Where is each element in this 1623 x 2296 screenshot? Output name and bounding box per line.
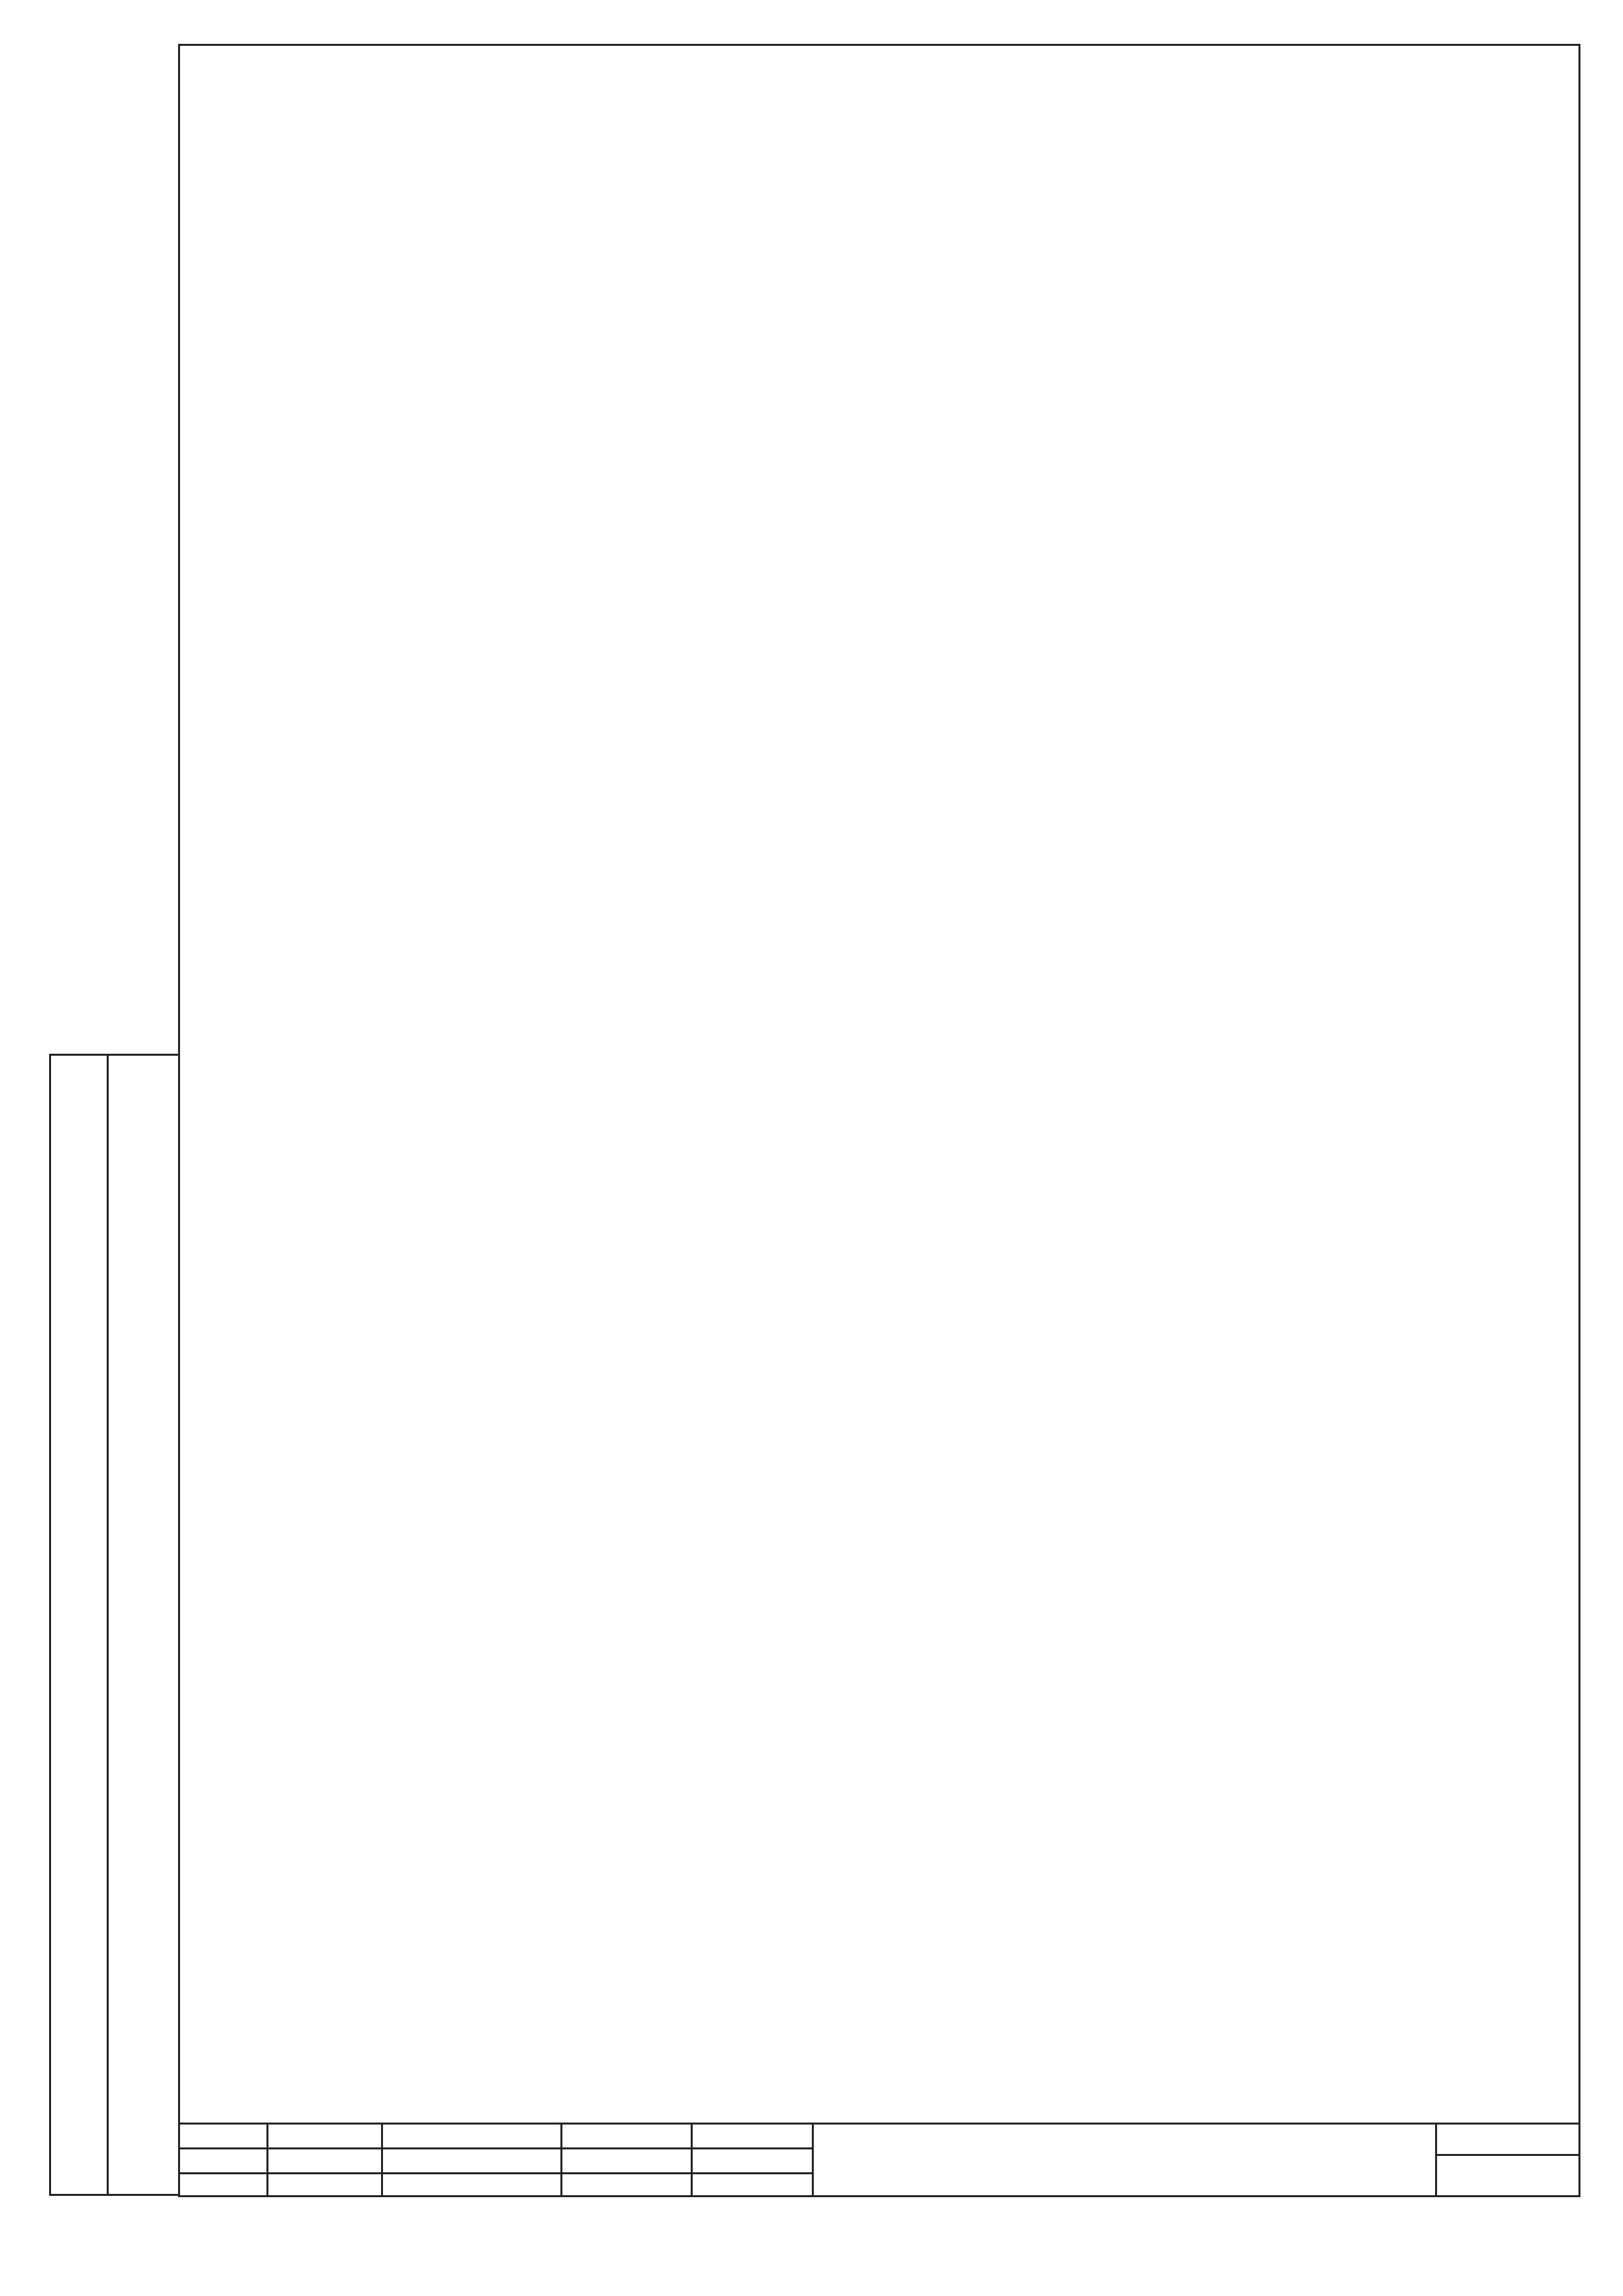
side-stamp bbox=[49, 1054, 178, 2196]
title-block bbox=[178, 2123, 1580, 2197]
side-stamp-divider bbox=[107, 1056, 109, 2194]
page-frame bbox=[178, 44, 1580, 2197]
